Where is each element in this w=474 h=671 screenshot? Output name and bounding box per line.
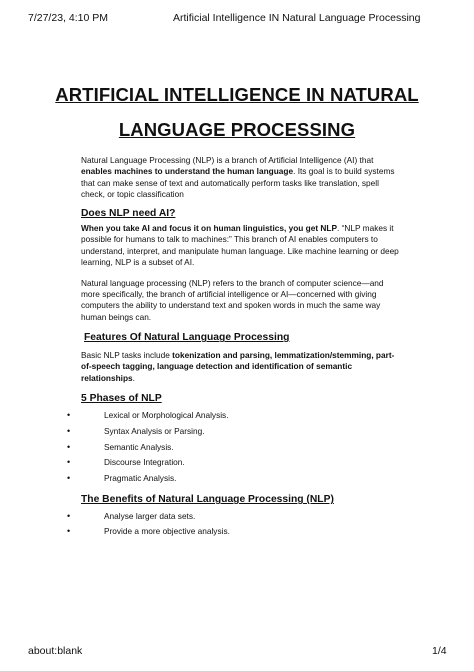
benefits-list [67,509,403,540]
list-item: • Pragmatic Analysis. [81,471,403,487]
page-title-line-1: ARTIFICIAL INTELLIGENCE IN NATURAL [55,84,419,105]
bullet-icon: • [67,425,71,436]
paragraph-nlp-definition: Natural language processing (NLP) refers to the branch of computer science—and more specifically, the branch of artificial intelligence or AI—concerned with giving computers the ability to understand text and spoken words in much the same way human beings can. [81,277,384,322]
heading-does-nlp-need-ai: Does NLP need AI? [81,207,176,219]
list-item: • Lexical or Morphological Analysis. [81,408,403,424]
bullet-icon: • [67,472,71,483]
list-item: • Provide a more objective analysis. [81,524,403,540]
intro-paragraph: Natural Language Processing (NLP) is a branch of Artificial Intelligence (AI) that enables machines to understand the human language. Its goal is to build systems that can make sense of text and automatically perform tasks like translation, spell check, or topic classification [81,155,395,200]
print-datetime: 7/27/23, 4:10 PM [28,12,108,24]
phases-list [67,408,403,486]
paragraph-features: Basic NLP tasks include tokenization and parsing, lemmatization/stemming, part-of-speech tagging, language detection and identification of semantic relationships. [81,349,395,383]
bullet-icon: • [67,526,71,537]
page-title-line-2: LANGUAGE PROCESSING [118,119,356,140]
bullet-icon: • [67,457,71,468]
page-number: 1/4 [432,645,447,657]
article-body [67,155,403,540]
bullet-icon: • [67,441,71,452]
bullet-icon: • [67,510,71,521]
print-url: about:blank [28,645,83,657]
list-item: • Analyse larger data sets. [81,509,403,525]
print-document-title: Artificial Intelligence IN Natural Language Processing [173,12,421,24]
list-item: • Discourse Integration. [81,455,403,471]
heading-benefits: The Benefits of Natural Language Processing (NLP) [81,494,334,506]
bullet-icon: • [67,410,71,421]
list-item: • Semantic Analysis. [81,440,403,456]
heading-phases: 5 Phases of NLP [81,392,162,404]
paragraph-nlp-ai: When you take AI and focus it on human linguistics, you get NLP. “NLP makes it possible for humans to talk to machines:” This branch of AI enables computers to understand, interpret, and manipulate human language. Like machine learning or deep learning, NLP is a subset of AI. [81,223,399,268]
list-item: • Syntax Analysis or Parsing. [81,424,403,440]
heading-features: Features Of Natural Language Processing [84,332,290,344]
